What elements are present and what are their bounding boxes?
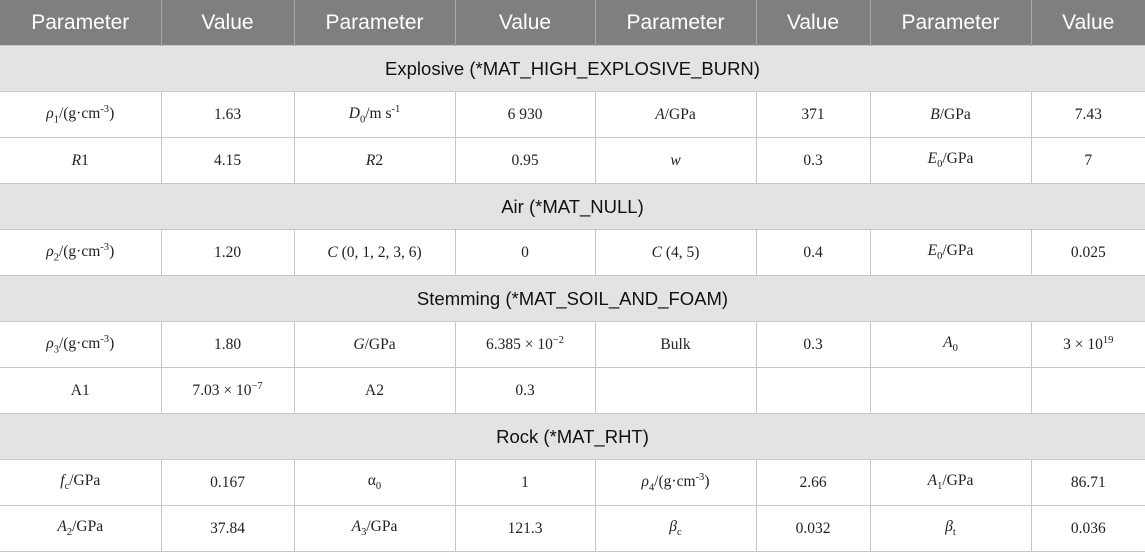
param-cell: $f_c$/GPa [0,460,161,506]
value-cell: 1.20 [161,230,294,276]
section-row-stemming [0,276,1145,322]
param-cell: $D_0/m$ $s^{-1}$ [294,92,455,138]
table-row [0,322,1145,368]
value-cell: 0.167 [161,460,294,506]
value-cell: 0 [455,230,595,276]
table-row [0,460,1145,506]
value-cell: 0.4 [756,230,870,276]
value-cell: 0.025 [1031,230,1145,276]
param-cell: Bulk [595,322,756,368]
value-cell: $6.385 \times 10^{-2}$ [455,322,595,368]
param-cell: $A_1$/GPa [870,460,1031,506]
param-cell: A2 [294,368,455,414]
value-cell: 37.84 [161,506,294,552]
param-cell: A1 [0,368,161,414]
empty-cell [870,368,1031,414]
value-cell: 0.3 [756,322,870,368]
value-cell: 2.66 [756,460,870,506]
value-cell: 0.3 [455,368,595,414]
param-cell: $\rho_1/(g\cdot cm^{-3})$ [0,92,161,138]
header-parameter: Parameter [0,0,161,46]
section-row-rock [0,414,1145,460]
value-cell: 0.3 [756,138,870,184]
section-title-air: Air (*MAT_NULL) [0,184,1145,230]
value-cell: 1.80 [161,322,294,368]
value-cell: 371 [756,92,870,138]
value-cell: 121.3 [455,506,595,552]
value-cell: 1 [455,460,595,506]
param-cell: C (4, 5) [595,230,756,276]
param-cell: w [595,138,756,184]
param-cell: $\alpha_0$ [294,460,455,506]
param-cell: $\beta_c$ [595,506,756,552]
table-row [0,506,1145,552]
section-row-air [0,184,1145,230]
value-cell: 0.036 [1031,506,1145,552]
param-cell: B/GPa [870,92,1031,138]
header-row [0,0,1145,46]
table-row [0,230,1145,276]
section-title-stemming: Stemming (*MAT_SOIL_AND_FOAM) [0,276,1145,322]
param-cell: $A_0$ [870,322,1031,368]
value-cell: 0.032 [756,506,870,552]
section-row-explosive [0,46,1145,92]
table-row [0,138,1145,184]
param-cell: $\rho_4/(g\cdot cm^{-3})$ [595,460,756,506]
value-cell: 4.15 [161,138,294,184]
header-value: Value [161,0,294,46]
section-title-explosive: Explosive (*MAT_HIGH_EXPLOSIVE_BURN) [0,46,1145,92]
param-cell: $A_2$/GPa [0,506,161,552]
param-cell: R1 [0,138,161,184]
value-cell: 7.43 [1031,92,1145,138]
header-parameter: Parameter [870,0,1031,46]
param-cell: $\rho_3/(g\cdot cm^{-3})$ [0,322,161,368]
value-cell: 86.71 [1031,460,1145,506]
table-row [0,92,1145,138]
value-cell: $7.03 \times 10^{-7}$ [161,368,294,414]
table-row [0,368,1145,414]
param-cell: R2 [294,138,455,184]
section-title-rock: Rock (*MAT_RHT) [0,414,1145,460]
param-cell: C (0, 1, 2, 3, 6) [294,230,455,276]
value-cell: 6 930 [455,92,595,138]
value-cell: $3 \times 10^{19}$ [1031,322,1145,368]
value-cell: 7 [1031,138,1145,184]
empty-cell [1031,368,1145,414]
empty-cell [756,368,870,414]
param-cell: $A_3$/GPa [294,506,455,552]
value-cell: 0.95 [455,138,595,184]
param-cell: A/GPa [595,92,756,138]
param-cell: $\beta_t$ [870,506,1031,552]
header-parameter: Parameter [595,0,756,46]
value-cell: 1.63 [161,92,294,138]
param-cell: $E_0$/GPa [870,230,1031,276]
param-cell: $E_0$/GPa [870,138,1031,184]
header-parameter: Parameter [294,0,455,46]
empty-cell [595,368,756,414]
header-value: Value [455,0,595,46]
header-value: Value [756,0,870,46]
header-value: Value [1031,0,1145,46]
param-cell: G/GPa [294,322,455,368]
param-cell: $\rho_2/(g\cdot cm^{-3})$ [0,230,161,276]
